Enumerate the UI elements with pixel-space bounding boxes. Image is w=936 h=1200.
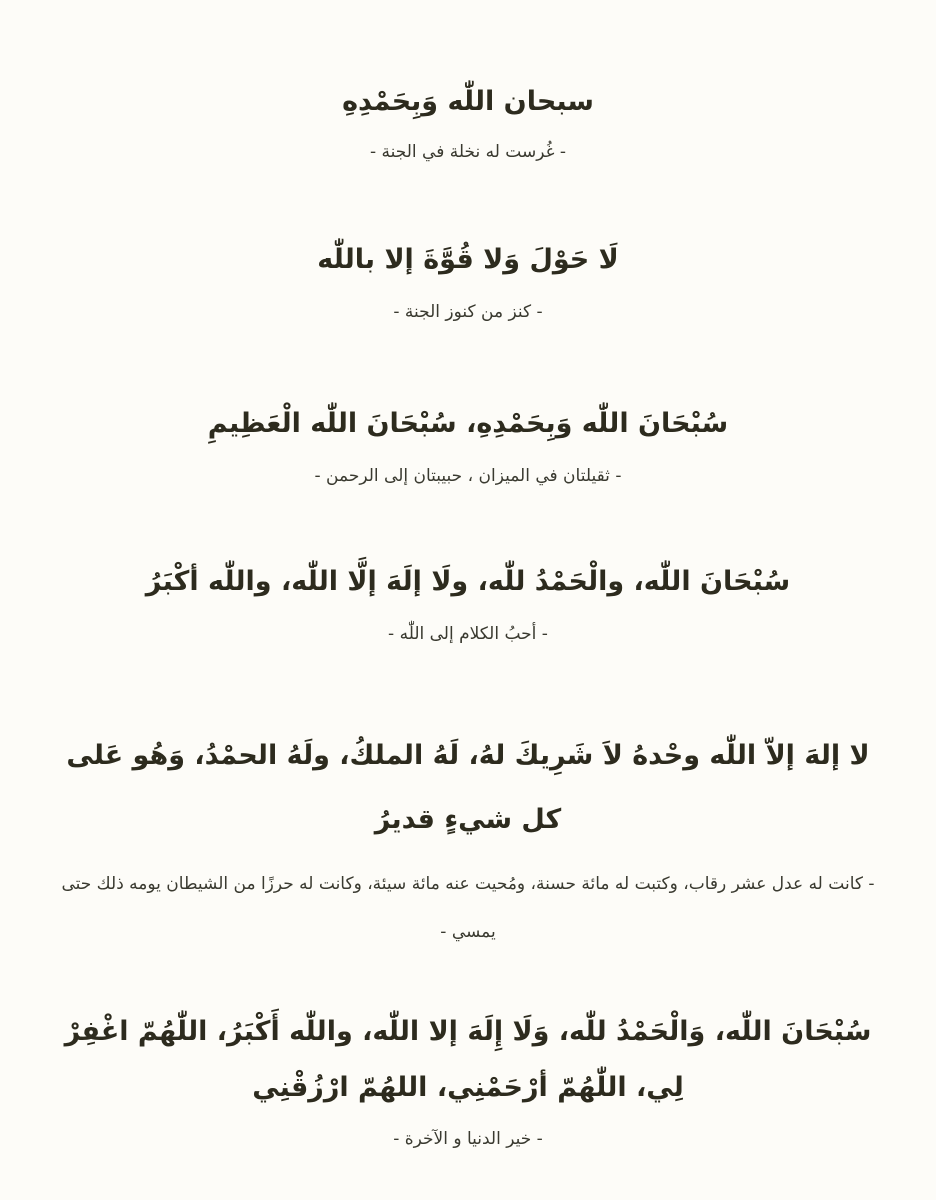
dhikr-virtue: - كنز من كنوز الجنة - — [393, 302, 543, 322]
dhikr-virtue: - خير الدنيا و الآخرة - — [393, 1129, 543, 1149]
dhikr-entry — [52, 1004, 884, 1154]
dhikr-text: سُبْحَانَ اللّٰه، وَالْحَمْدُ للّٰه، وَلَا إِلَهَ إلا اللّٰه، واللّٰه أَكْبَرُ، اللّٰهُمّ اغْفِرْ لِي، اللّٰهُمّ أرْحَمْنِي، اللهُمّ ارْزُقْنِي — [64, 1016, 872, 1103]
dhikr-entry — [52, 724, 884, 956]
dhikr-entry — [60, 82, 876, 166]
dhikr-text: لَا حَوْلَ وَلا قُوَّةَ إلا باللّٰه — [317, 244, 619, 275]
dhikr-entry — [60, 404, 876, 490]
dhikr-virtue: - غُرست له نخلة في الجنة - — [369, 142, 567, 162]
dhikr-virtue: - ثقيلتان في الميزان ، حبيبتان إلى الرحمن - — [314, 466, 622, 486]
dhikr-text: لا إلهَ إلاّ اللّٰه وحْدهُ لاَ شَرِيكَ لهُ، لَهُ الملكُ، ولَهُ الحمْدُ، وَهُو عَلى كل شيءٍ قديرُ — [66, 740, 870, 835]
dhikr-virtue: - أحبُ الكلام إلى اللّٰه - — [388, 624, 548, 644]
dhikr-entry — [60, 240, 876, 326]
dhikr-virtue: - كانت له عدل عشر رقاب، وكتبت له مائة حسنة، ومُحيت عنه مائة سيئة، وكانت له حرزًا من الشيطان يومه ذلك حتى يمسي - — [61, 874, 875, 942]
dhikr-text: سُبْحَانَ اللّٰه وَبِحَمْدِهِ، سُبْحَانَ اللّٰه الْعَظِيمِ — [207, 408, 729, 439]
dhikr-entry — [60, 562, 876, 648]
dhikr-text: سبحان اللّٰه وَبِحَمْدِهِ — [342, 86, 594, 117]
dhikr-text: سُبْحَانَ اللّٰه، والْحَمْدُ للّٰه، ولَا إلَهَ إلَّا اللّٰه، واللّٰه أكْبَرُ — [145, 566, 791, 597]
